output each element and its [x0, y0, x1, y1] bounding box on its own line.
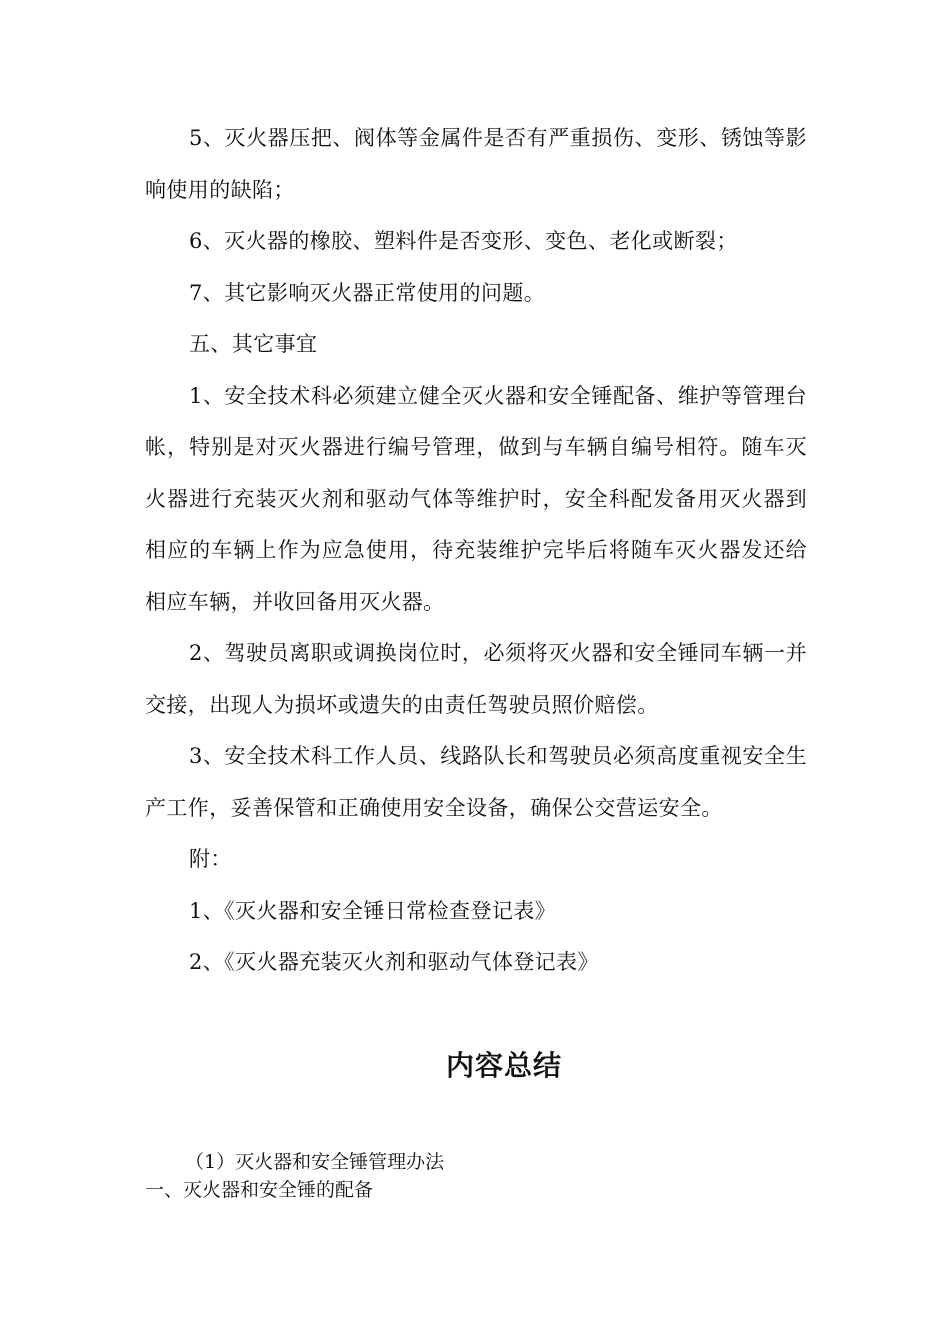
appendix-item-1: 1、《灭火器和安全锤日常检查登记表》 — [189, 898, 557, 923]
paragraph-item-5: 5、灭火器压把、阀体等金属件是否有严重损伤、变形、锈蚀等影响使用的缺陷； — [145, 126, 807, 202]
document-body — [145, 113, 807, 989]
summary-document-title: （1）灭火器和安全锤管理办法 — [185, 1151, 445, 1173]
summary-first-section: 一、灭火器和安全锤的配备 — [145, 1179, 374, 1201]
paragraph-item-6: 6、灭火器的橡胶、塑料件是否变形、变色、老化或断裂； — [189, 229, 738, 253]
paragraph-other-2: 2、驾驶员离职或调换岗位时，必须将灭火器和安全锤同车辆一并交接，出现人为损坏或遗失的由责任驾驶员照价赔偿。 — [145, 641, 807, 717]
paragraph-item-7: 7、其它影响灭火器正常使用的问题。 — [189, 280, 546, 305]
paragraph-other-3: 3、安全技术科工作人员、线路队长和驾驶员必须高度重视安全生产工作，妥善保管和正确使用安全设备，确保公交营运安全。 — [145, 744, 807, 820]
paragraph-other-1: 1、安全技术科必须建立健全灭火器和安全锤配备、维护等管理台帐，特别是对灭火器进行编号管理，做到与车辆自编号相符。随车灭火器进行充装灭火剂和驱动气体等维护时，安全科配发备用灭火器到相应的车辆上作为应急使用，待充装维护完毕后将随车灭火器发还给相应车辆，并收回备用灭火器。 — [145, 383, 807, 614]
appendix-item-2: 2、《灭火器充装灭火剂和驱动气体登记表》 — [189, 950, 599, 974]
appendix-label: 附： — [189, 847, 232, 871]
summary-title: 内容总结 — [445, 1049, 562, 1082]
section-heading-other-matters: 五、其它事宜 — [189, 332, 318, 356]
summary-body — [145, 1148, 807, 1204]
